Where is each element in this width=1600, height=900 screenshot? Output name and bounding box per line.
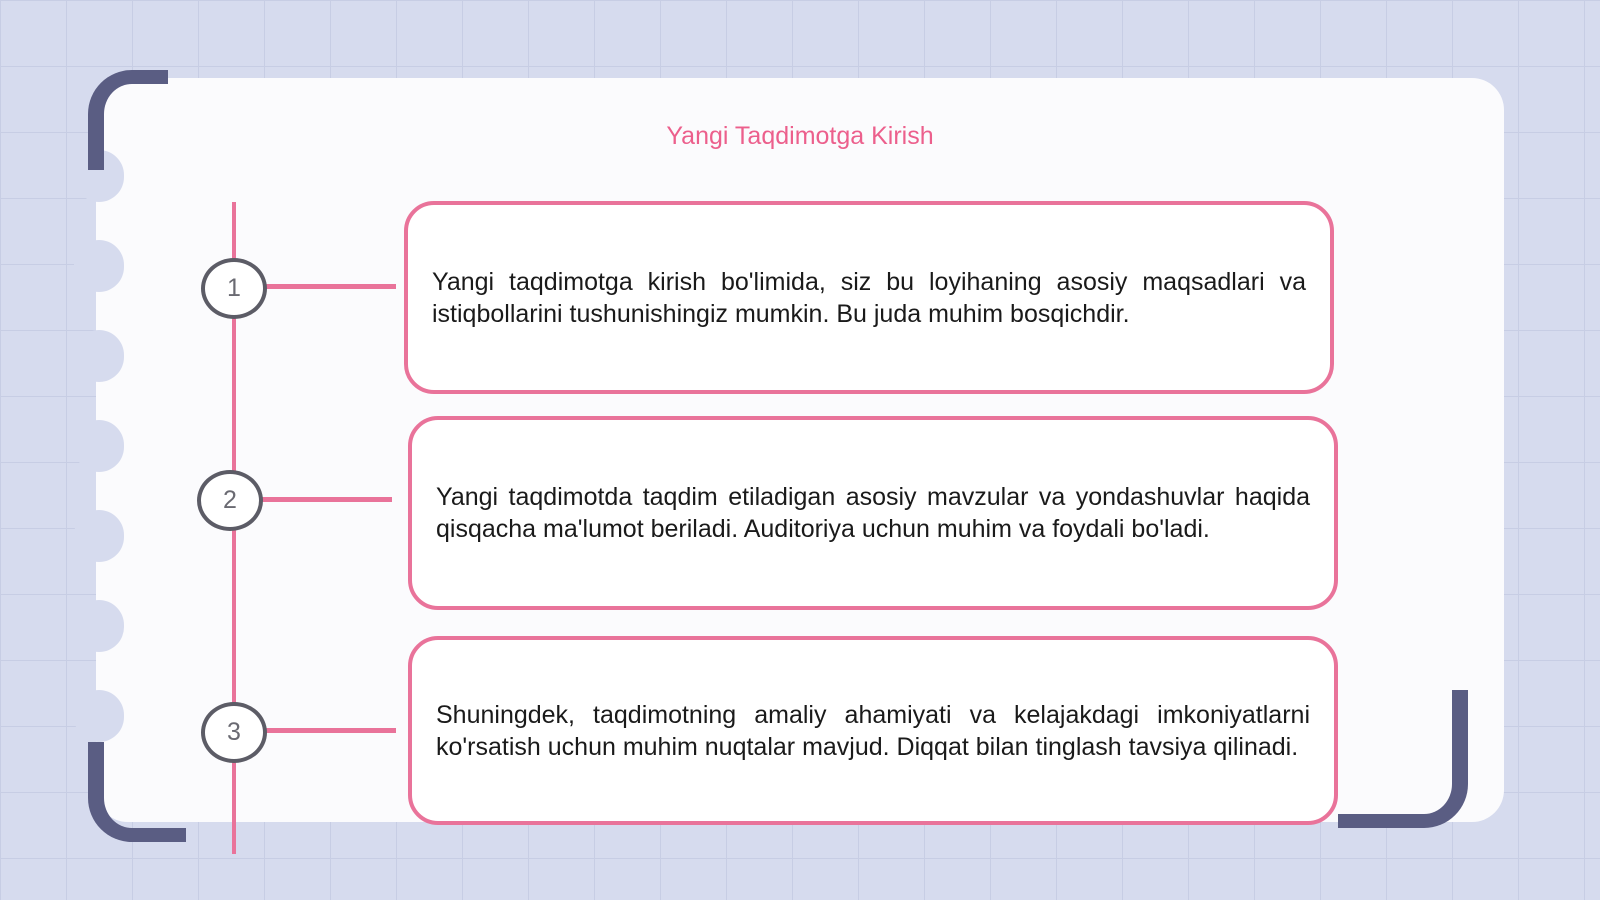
notch-decoration xyxy=(74,510,124,562)
notch-decoration xyxy=(74,420,124,472)
step-text-3: Shuningdek, taqdimotning amaliy ahamiyati va kelajakdagi imkoniyatlarni ko'rsatish uchun muhim nuqtalar mavjud. Diqqat bilan tinglash tavsiya qilinadi. xyxy=(436,700,1310,761)
step-number-3: 3 xyxy=(201,702,267,763)
corner-bracket-bottom-left xyxy=(88,742,186,842)
corner-bracket-top-left xyxy=(88,70,168,170)
notch-decoration xyxy=(74,690,124,742)
notch-decoration xyxy=(74,600,124,652)
step-box-3 xyxy=(408,636,1338,825)
corner-bracket-bottom-right xyxy=(1338,690,1468,828)
step-box-1 xyxy=(404,201,1334,394)
step-number-1: 1 xyxy=(201,258,267,319)
step-text-1: Yangi taqdimotga kirish bo'limida, siz bu loyihaning asosiy maqsadlari va istiqbollarini tushunishingiz mumkin. Bu juda muhim bosqichdir. xyxy=(432,267,1306,328)
connector-1 xyxy=(266,284,396,289)
step-text-2: Yangi taqdimotda taqdim etiladigan asosiy mavzular va yondashuvlar haqida qisqacha ma'lumot beriladi. Auditoriya uchun muhim va foydali bo'ladi. xyxy=(436,483,1310,543)
notch-decoration xyxy=(74,240,124,292)
slide-title: Yangi Taqdimotga Kirish xyxy=(666,122,934,150)
step-number-2: 2 xyxy=(197,470,263,531)
connector-3 xyxy=(266,728,396,733)
notch-decoration xyxy=(74,330,124,382)
step-box-2 xyxy=(408,416,1338,610)
connector-2 xyxy=(262,497,392,502)
